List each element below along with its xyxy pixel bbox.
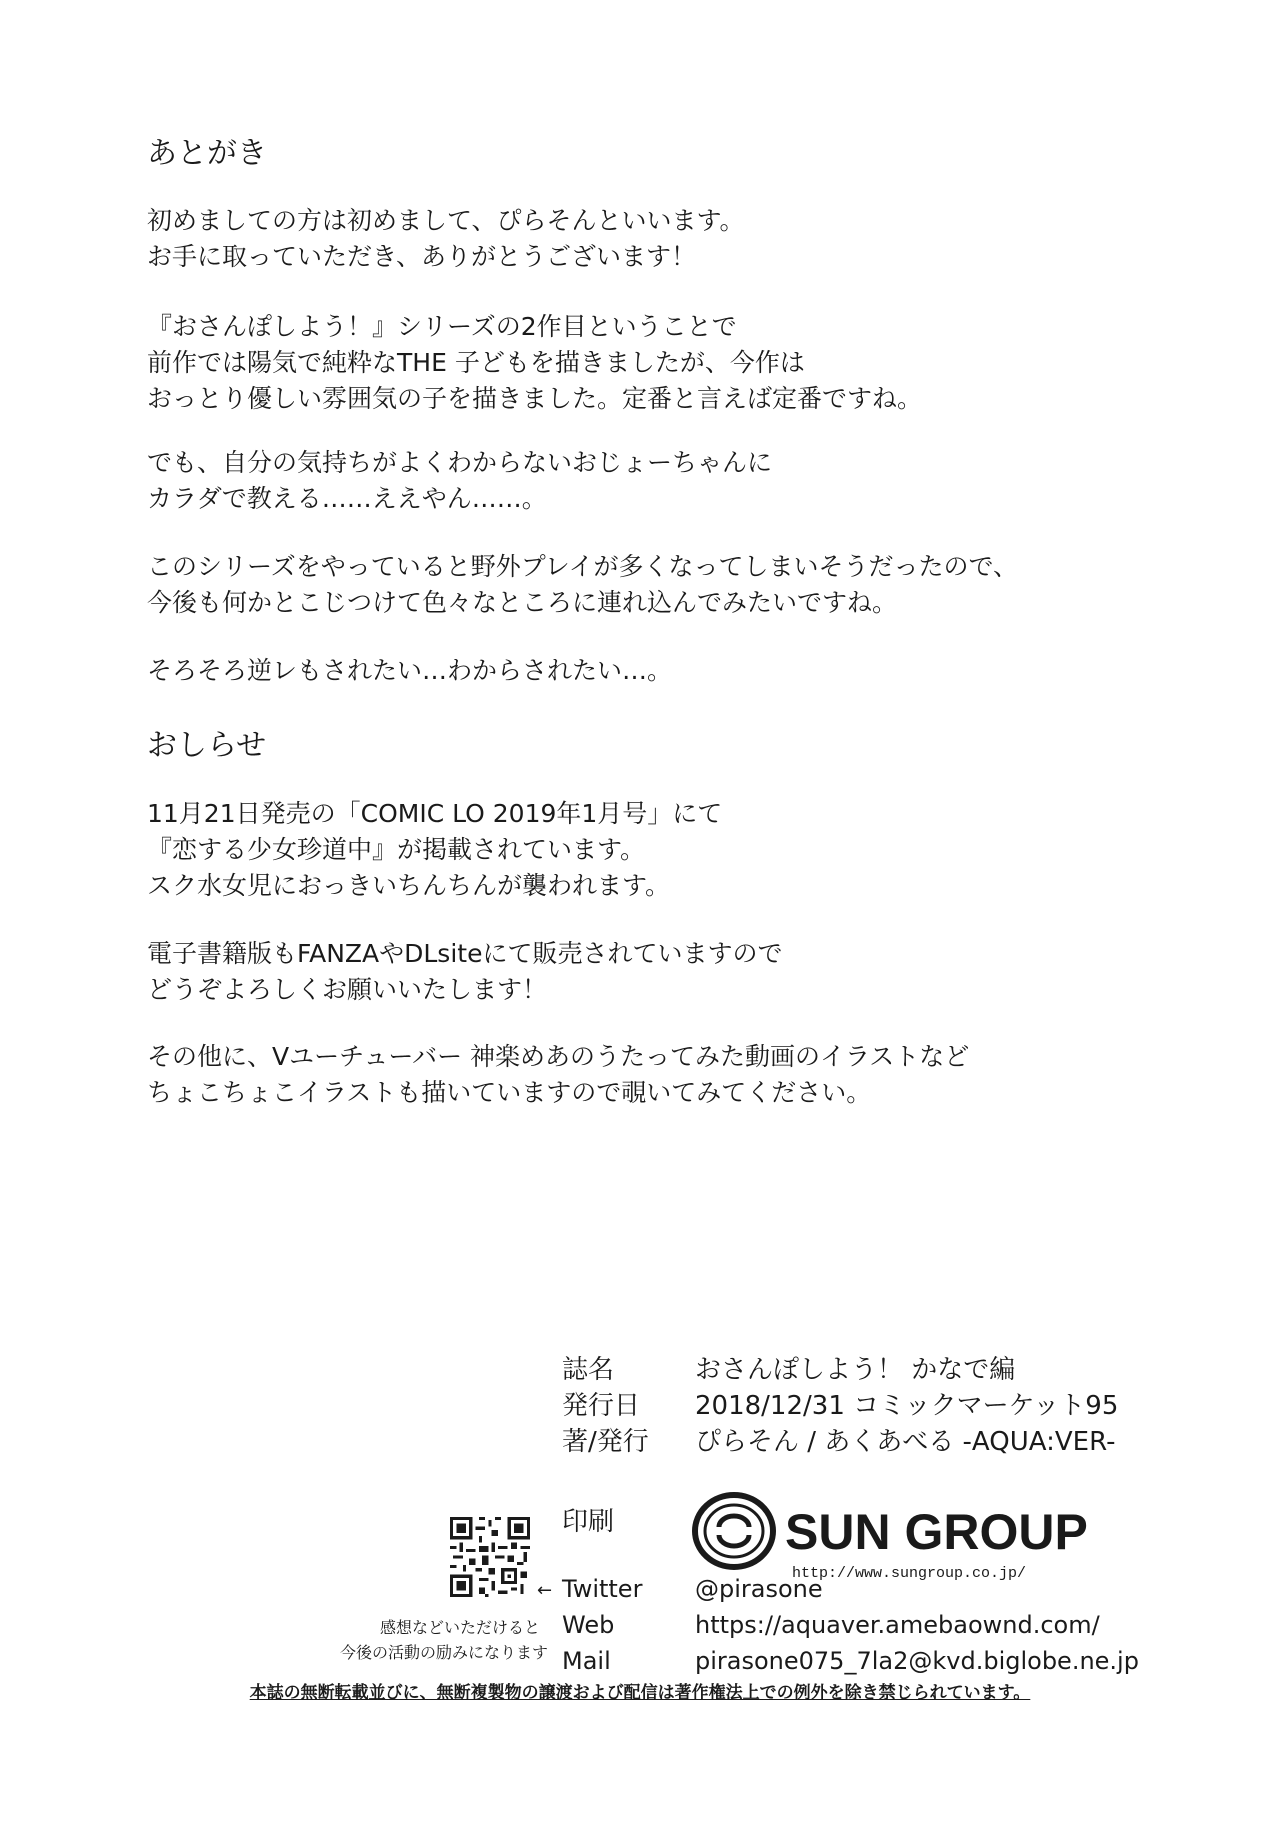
- colophon-printer-label: 印刷: [562, 1507, 615, 1537]
- twitter-label: Twitter: [562, 1575, 643, 1603]
- news-heading: おしらせ: [147, 728, 267, 763]
- qr-caption: 今後の活動の励みになります: [340, 1643, 549, 1662]
- afterword-line: このシリーズをやっていると野外プレイが多くなってしまいそうだったので、: [147, 552, 1019, 581]
- colophon-date-label: 発行日: [562, 1391, 641, 1421]
- printer-url: http://www.sungroup.co.jp/: [792, 1565, 1027, 1582]
- afterword-line: でも、自分の気持ちがよくわからないおじょーちゃんに: [147, 448, 773, 477]
- afterword-line: 前作では陽気で純粋なTHE 子どもを描きましたが、今作は: [147, 348, 805, 377]
- mail-label: Mail: [562, 1647, 611, 1675]
- colophon-title-label: 誌名: [562, 1355, 615, 1385]
- twitter-handle[interactable]: @pirasone: [695, 1575, 823, 1603]
- qr-caption: 感想などいただけると: [379, 1618, 540, 1637]
- sun-group-logo: [690, 1487, 1110, 1587]
- afterword-line: そろそろ逆レもされたい…わからされたい…。: [147, 656, 673, 685]
- afterword-heading: あとがき: [147, 136, 267, 171]
- news-line: その他に、Vユーチューバー 神楽めあのうたってみた動画のイラストなど: [147, 1042, 970, 1071]
- colophon-author-label: 著/発行: [562, 1427, 649, 1457]
- qr-code: [450, 1517, 530, 1597]
- news-line: スク水女児におっきいちんちんが襲われます。: [147, 871, 671, 900]
- copyright-notice: 本誌の無断転載並びに、無断複製物の譲渡および配信は著作権法上での例外を除き禁じられています。: [249, 1683, 1031, 1703]
- news-line: どうぞよろしくお願いいたします！: [147, 975, 548, 1004]
- web-label: Web: [562, 1611, 615, 1639]
- news-line: 11月21日発売の「COMIC LO 2019年1月号」にて: [147, 799, 723, 828]
- left-arrow-icon: ←: [537, 1580, 553, 1601]
- mail-address[interactable]: pirasone075_7la2@kvd.biglobe.ne.jp: [695, 1647, 1139, 1675]
- colophon-date-value: 2018/12/31 コミックマーケット95: [695, 1391, 1119, 1421]
- afterword-line: カラダで教える……ええやん……。: [147, 484, 547, 513]
- logo-text: SUN GROUP: [785, 1504, 1088, 1560]
- news-line: 『恋する少女珍道中』が掲載されています。: [147, 835, 646, 864]
- afterword-line: 初めましての方は初めまして、ぴらそんといいます。: [147, 206, 745, 235]
- afterword-line: おっとり優しい雰囲気の子を描きました。定番と言えば定番ですね。: [147, 384, 923, 413]
- afterword-line: 今後も何かとこじつけて色々なところに連れ込んでみたいですね。: [147, 588, 898, 617]
- web-url[interactable]: https://aquaver.amebaownd.com/: [695, 1611, 1100, 1639]
- colophon-author-value: ぴらそん / あくあべる -AQUA:VER-: [695, 1427, 1116, 1457]
- colophon-title-value: おさんぽしよう！ かなで編: [695, 1355, 1016, 1385]
- news-line: ちょこちょこイラストも描いていますので覗いてみてください。: [147, 1078, 872, 1107]
- afterword-line: 『おさんぽしよう！』シリーズの2作目ということで: [147, 312, 737, 341]
- news-line: 電子書籍版もFANZAやDLsiteにて販売されていますので: [147, 939, 783, 968]
- afterword-line: お手に取っていただき、ありがとうございます！: [147, 242, 697, 271]
